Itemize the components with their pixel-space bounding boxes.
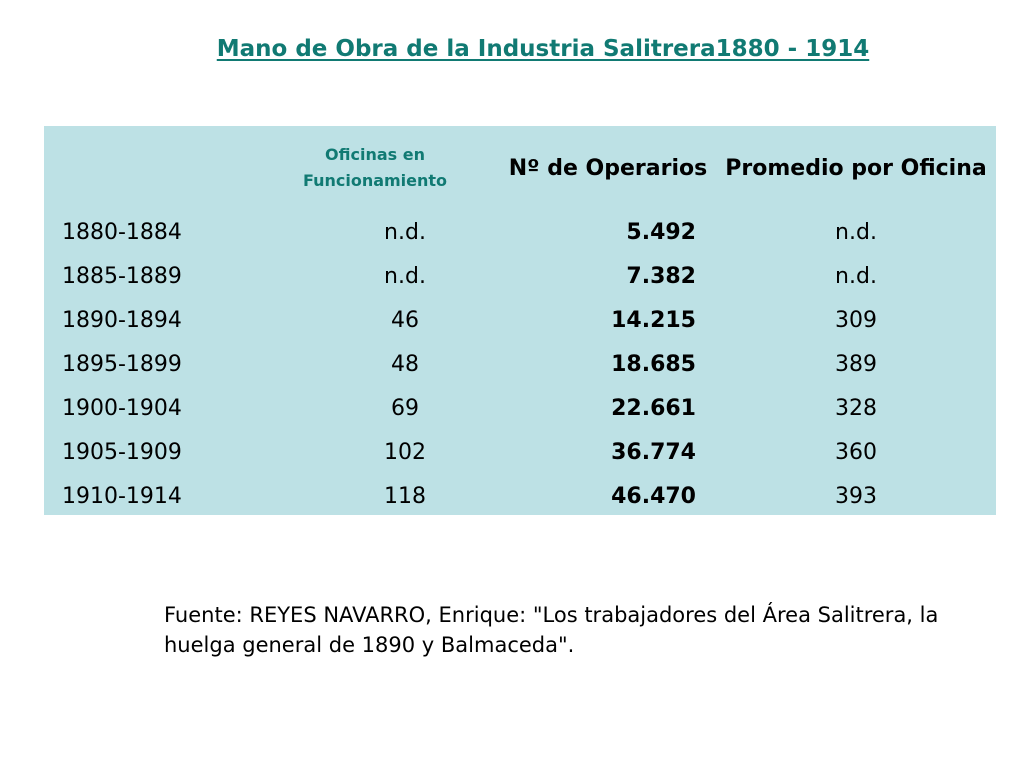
cell-period: 1900-1904 — [62, 395, 182, 421]
cell-operarios: 5.492 — [626, 219, 696, 245]
cell-oficinas: 46 — [391, 307, 419, 333]
cell-promedio: 393 — [835, 483, 877, 509]
header-period — [44, 126, 270, 210]
cell-period: 1885-1889 — [62, 263, 182, 289]
cell-operarios: 36.774 — [611, 439, 696, 465]
cell-oficinas: 118 — [384, 483, 426, 509]
header-oficinas: Oficinas en Funcionamiento — [302, 145, 448, 190]
header-promedio: Promedio por Oficina — [725, 155, 987, 181]
table-row — [44, 254, 996, 298]
cell-promedio: 389 — [835, 351, 877, 377]
cell-promedio: 309 — [835, 307, 877, 333]
cell-promedio: n.d. — [835, 263, 877, 289]
cell-oficinas: n.d. — [384, 263, 426, 289]
header-operarios: Nº de Operarios — [508, 155, 708, 181]
page-title: Mano de Obra de la Industria Salitrera1880 - 1914 — [216, 36, 870, 62]
cell-oficinas: 48 — [391, 351, 419, 377]
cell-operarios: 7.382 — [626, 263, 696, 289]
data-table — [44, 126, 996, 518]
table-header-row — [44, 126, 996, 210]
cell-oficinas: 69 — [391, 395, 419, 421]
cell-period: 1895-1899 — [62, 351, 182, 377]
table-row — [44, 210, 996, 254]
cell-promedio: n.d. — [835, 219, 877, 245]
cell-period: 1880-1884 — [62, 219, 182, 245]
data-table-container — [44, 126, 996, 515]
cell-period: 1910-1914 — [62, 483, 182, 509]
table-row — [44, 474, 996, 518]
table-row — [44, 342, 996, 386]
cell-operarios: 22.661 — [611, 395, 696, 421]
table-row — [44, 298, 996, 342]
cell-operarios: 14.215 — [611, 307, 696, 333]
table-row — [44, 430, 996, 474]
cell-period: 1890-1894 — [62, 307, 182, 333]
cell-oficinas: n.d. — [384, 219, 426, 245]
cell-period: 1905-1909 — [62, 439, 182, 465]
source-citation: Fuente: REYES NAVARRO, Enrique: "Los trabajadores del Área Salitrera, la huelga general de 1890 y Balmaceda". — [164, 603, 939, 657]
cell-operarios: 46.470 — [611, 483, 696, 509]
cell-promedio: 328 — [835, 395, 877, 421]
cell-operarios: 18.685 — [611, 351, 696, 377]
cell-oficinas: 102 — [384, 439, 426, 465]
cell-promedio: 360 — [835, 439, 877, 465]
table-row — [44, 386, 996, 430]
